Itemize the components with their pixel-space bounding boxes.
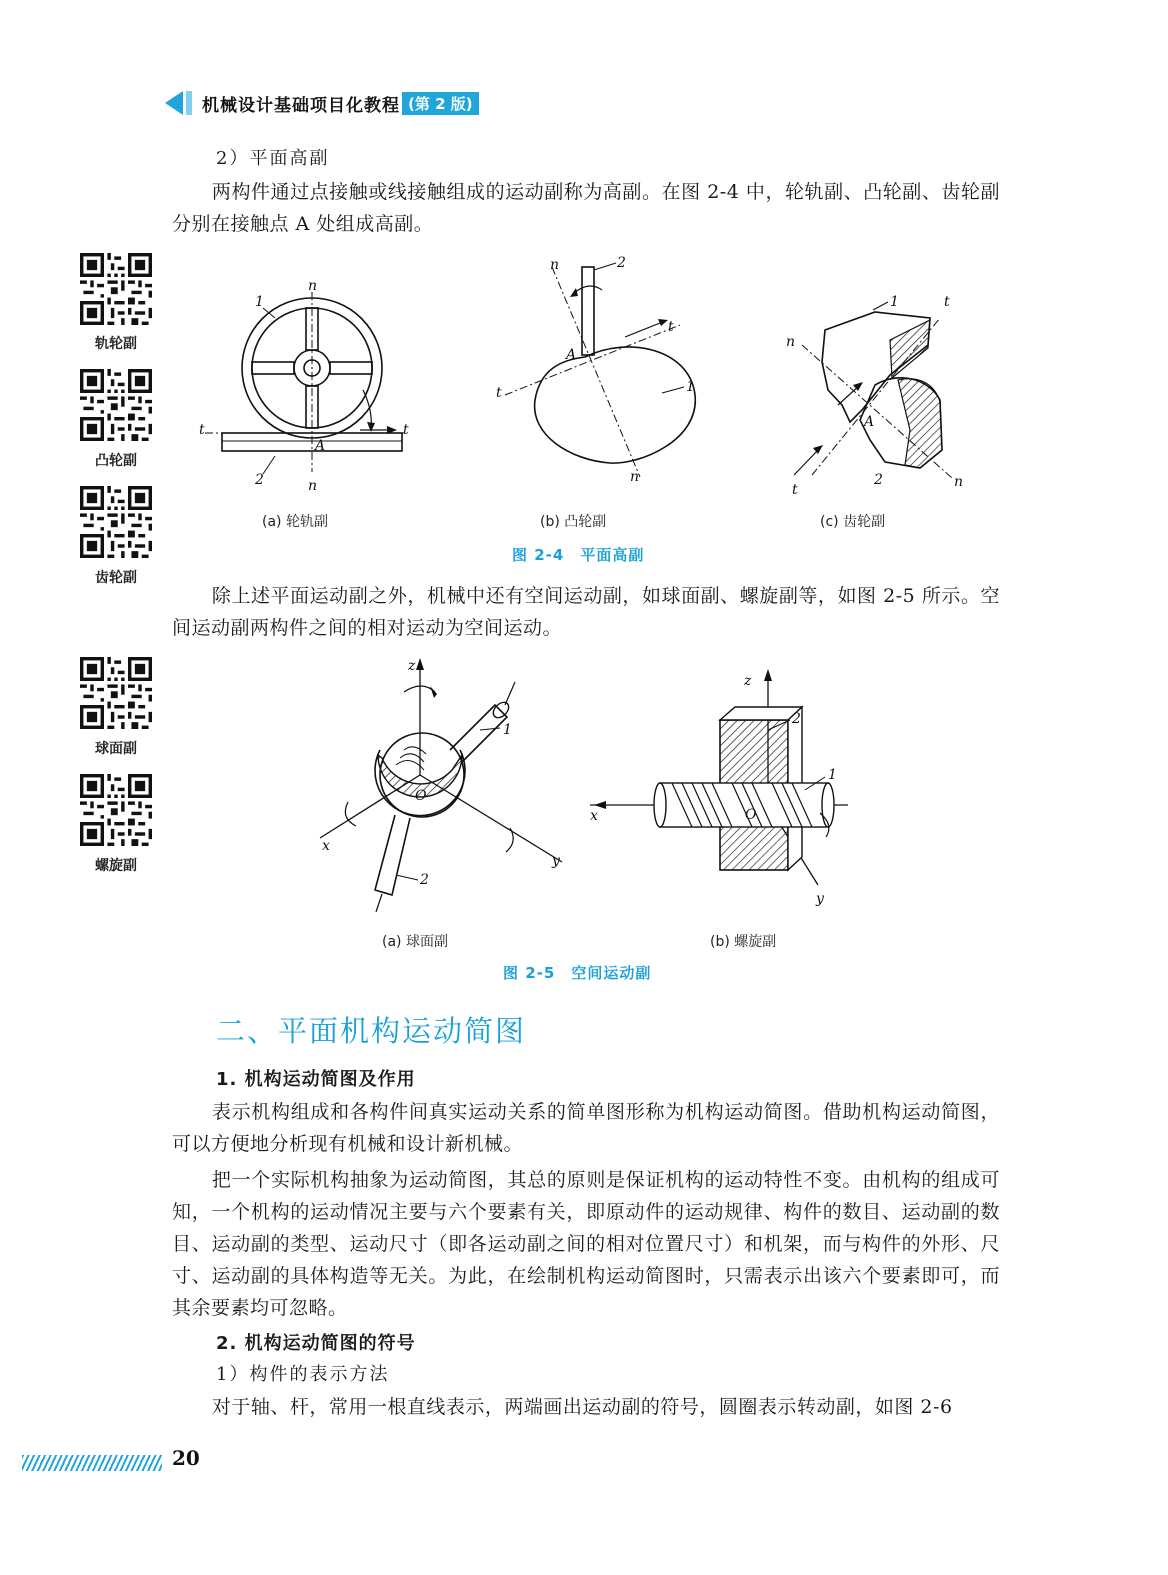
subheading-member-representation: 1）构件的表示方法 bbox=[216, 1364, 390, 1385]
mark-2: 2 bbox=[792, 711, 801, 727]
header-arrow-icon bbox=[165, 91, 183, 115]
mark-n-bottom: n bbox=[308, 478, 318, 494]
mark-z: z bbox=[744, 673, 752, 689]
subheading-high-pair: 2）平面高副 bbox=[216, 148, 330, 169]
mark-a: A bbox=[864, 414, 875, 430]
mark-1: 1 bbox=[503, 722, 512, 738]
mark-y: y bbox=[552, 853, 560, 869]
qr-label-gear: 齿轮副 bbox=[95, 570, 137, 586]
mark-2: 2 bbox=[420, 872, 429, 888]
figure-spherical-pair bbox=[300, 650, 580, 920]
mark-2: 2 bbox=[255, 472, 264, 488]
paragraph-diagram-definition: 表示机构组成和各构件间真实运动关系的简单图形称为机构运动简图。借助机构运动简图，可以方便地分析现有机械和设计新机械。 bbox=[172, 1101, 1000, 1155]
qr-code-icon[interactable] bbox=[80, 369, 152, 441]
mark-o: O bbox=[745, 807, 757, 823]
mark-1: 1 bbox=[686, 379, 695, 395]
running-header bbox=[165, 90, 479, 116]
sublabel-gear: (c) 齿轮副 bbox=[820, 514, 886, 530]
mark-t-right: t bbox=[403, 422, 409, 438]
sublabel-cam: (b) 凸轮副 bbox=[540, 514, 607, 530]
mark-1: 1 bbox=[828, 767, 837, 783]
mark-x: x bbox=[590, 808, 598, 824]
edition-badge: (第 2 版) bbox=[402, 92, 479, 115]
qr-code-icon[interactable] bbox=[80, 253, 152, 325]
paragraph-spatial-pairs: 除上述平面运动副之外，机械中还有空间运动副，如球面副、螺旋副等，如图 2-5 所示。空间运动副两构件之间的相对运动为空间运动。 bbox=[172, 585, 1000, 639]
mark-y: y bbox=[816, 891, 824, 907]
mark-x: x bbox=[322, 838, 330, 854]
mark-z: z bbox=[408, 658, 416, 674]
section-heading: 二、平面机构运动简图 bbox=[216, 1014, 527, 1048]
qr-code-icon[interactable] bbox=[80, 774, 152, 846]
caption-figure-2-5: 图 2-5 空间运动副 bbox=[503, 964, 652, 982]
paragraph-abstraction-principle: 把一个实际机构抽象为运动简图，其总的原则是保证机构的运动特性不变。由机构的组成可知，一个机构的运动情况主要与六个要素有关，即原动件的运动规律、构件的数目、运动副的数目、运动副的类型、运动尺寸（即各运动副之间的相对位置尺寸）和机架，而与构件的外形、尺寸、运动副的具体构造等无关。为此，在绘制机构运动简图时，只需表示出该六个要素即可，而其余要素均可忽略。 bbox=[172, 1169, 1000, 1319]
mark-a: A bbox=[315, 438, 326, 454]
sublabel-spherical: (a) 球面副 bbox=[382, 934, 448, 950]
subsection-2-heading: 2. 机构运动简图的符号 bbox=[216, 1333, 416, 1354]
qr-label-rail: 轨轮副 bbox=[95, 336, 137, 352]
mark-a: A bbox=[566, 347, 577, 363]
mark-t-bottom: t bbox=[792, 482, 798, 498]
figure-rail-wheel-pair bbox=[195, 270, 425, 500]
qr-code-icon[interactable] bbox=[80, 657, 152, 729]
paragraph-member-representation: 对于轴、杆，常用一根直线表示，两端画出运动副的符号，圆圈表示转动副，如图 2-6 bbox=[211, 1396, 953, 1418]
mark-2: 2 bbox=[874, 472, 883, 488]
mark-1: 1 bbox=[890, 294, 899, 310]
figure-gear-pair bbox=[780, 290, 980, 500]
qr-label-screw: 螺旋副 bbox=[95, 858, 137, 874]
mark-1: 1 bbox=[255, 294, 264, 310]
mark-t-top: t bbox=[944, 294, 950, 310]
mark-n-right: n bbox=[954, 474, 964, 490]
mark-n-top: n bbox=[308, 278, 318, 294]
qr-code-icon[interactable] bbox=[80, 486, 152, 558]
mark-o: O bbox=[415, 788, 427, 804]
qr-label-sphere: 球面副 bbox=[95, 741, 137, 757]
subsection-1-heading: 1. 机构运动简图及作用 bbox=[216, 1069, 416, 1090]
mark-t-right: t bbox=[668, 319, 674, 335]
figure-cam-pair bbox=[490, 255, 720, 495]
sublabel-screw: (b) 螺旋副 bbox=[710, 934, 777, 950]
footer-stripes bbox=[22, 1455, 162, 1471]
page-number: 20 bbox=[172, 1446, 200, 1470]
mark-t-left: t bbox=[496, 385, 502, 401]
mark-n-top: n bbox=[550, 257, 560, 273]
mark-t-left: t bbox=[199, 422, 205, 438]
mark-n-bottom: n bbox=[630, 469, 640, 485]
caption-figure-2-4: 图 2-4 平面高副 bbox=[512, 546, 645, 564]
book-title: 机械设计基础项目化教程 bbox=[202, 95, 400, 116]
figure-screw-pair bbox=[580, 665, 860, 915]
qr-label-cam: 凸轮副 bbox=[95, 453, 137, 469]
sublabel-rail: (a) 轮轨副 bbox=[262, 514, 328, 530]
mark-n-left: n bbox=[786, 334, 796, 350]
header-bar bbox=[186, 91, 192, 115]
mark-2: 2 bbox=[617, 255, 626, 271]
paragraph-high-pair: 两构件通过点接触或线接触组成的运动副称为高副。在图 2-4 中，轮轨副、凸轮副、齿轮副分别在接触点 A 处组成高副。 bbox=[172, 181, 1000, 235]
